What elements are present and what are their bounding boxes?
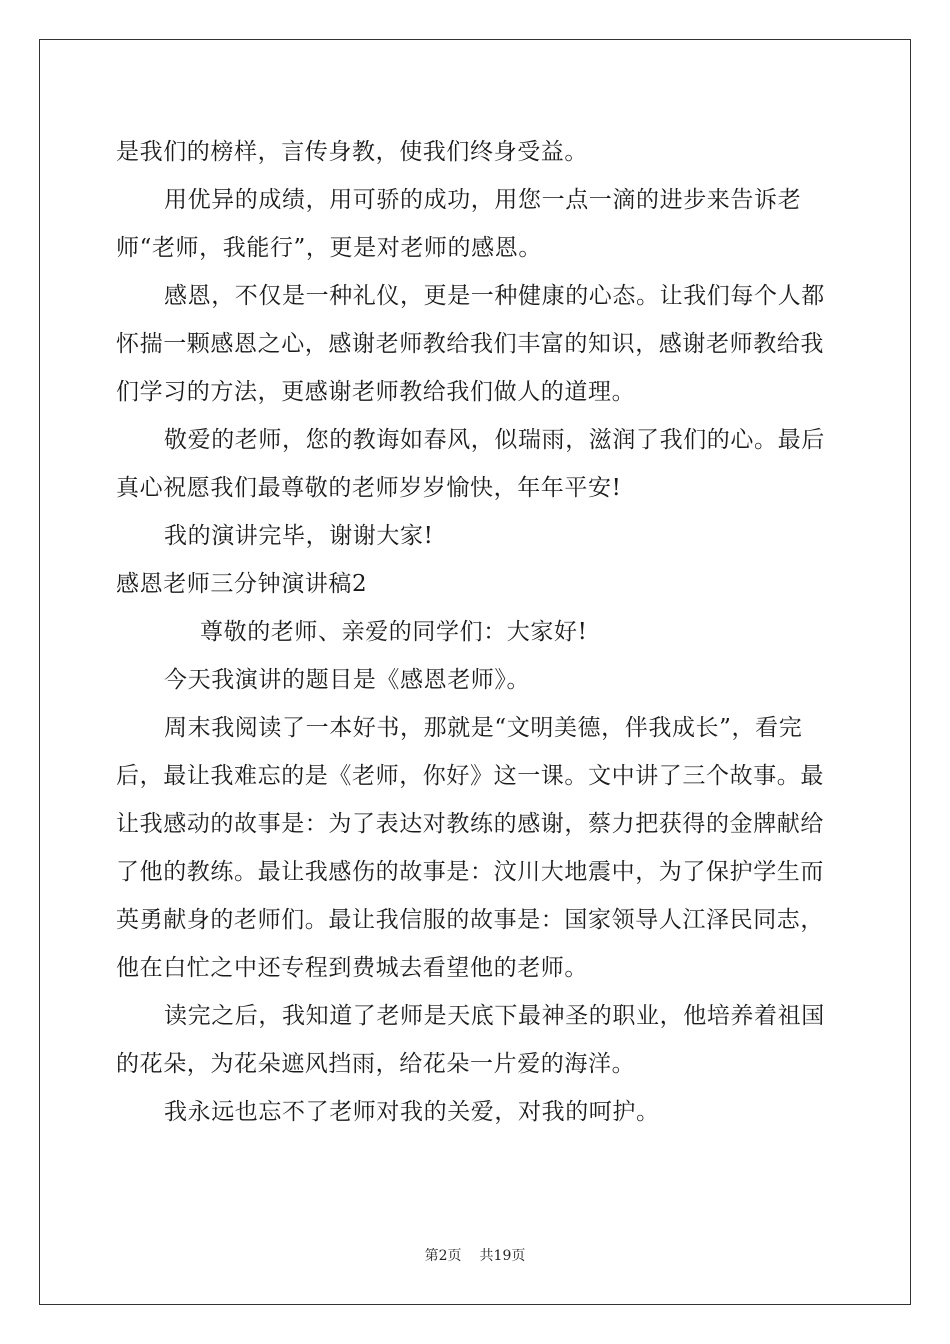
paragraph: 我永远也忘不了老师对我的关爱，对我的呵护。 [164,1099,660,1125]
page-number: 第2页 [424,1248,462,1264]
paragraph: 敬爱的老师，您的教诲如春风，似瑞雨，滋润了我们的心。最后真心祝愿我们最尊敬的老师岁岁愉快，年年平安! [116,427,825,501]
section-heading: 感恩老师三分钟演讲稿2 [116,571,368,597]
greeting-line: 尊敬的老师、亲爱的同学们：大家好! [200,619,588,645]
paragraph: 感恩，不仅是一种礼仪，更是一种健康的心态。让我们每个人都怀揣一颗感恩之心，感谢老师教给我们丰富的知识，感谢老师教给我们学习的方法，更感谢老师教给我们做人的道理。 [116,283,825,405]
paragraph: 今天我演讲的题目是《感恩老师》。 [164,667,531,693]
paragraph-continuation: 是我们的榜样，言传身教，使我们终身受益。 [116,139,588,165]
paragraph: 读完之后，我知道了老师是天底下最神圣的职业，他培养着祖国的花朵，为花朵遮风挡雨，给花朵一片爱的海洋。 [116,1003,825,1077]
page-total: 共19页 [479,1248,526,1264]
page-footer [0,1247,950,1265]
paragraph: 用优异的成绩，用可骄的成功，用您一点一滴的进步来告诉老师“老师，我能行”，更是对老师的感恩。 [116,187,802,261]
paragraph: 周末我阅读了一本好书，那就是“文明美德，伴我成长”，看完后，最让我难忘的是《老师，你好》这一课。文中讲了三个故事。最让我感动的故事是：为了表达对教练的感谢，蔡力把获得的金牌献给了他的教练。最让我感伤的故事是：汶川大地震中，为了保护学生而英勇献身的老师们。最让我信服的故事是：国家领导人江泽民同志，他在白忙之中还专程到费城去看望他的老师。 [116,715,824,981]
paragraph: 我的演讲完毕，谢谢大家! [164,523,434,549]
document-body [116,128,836,1136]
